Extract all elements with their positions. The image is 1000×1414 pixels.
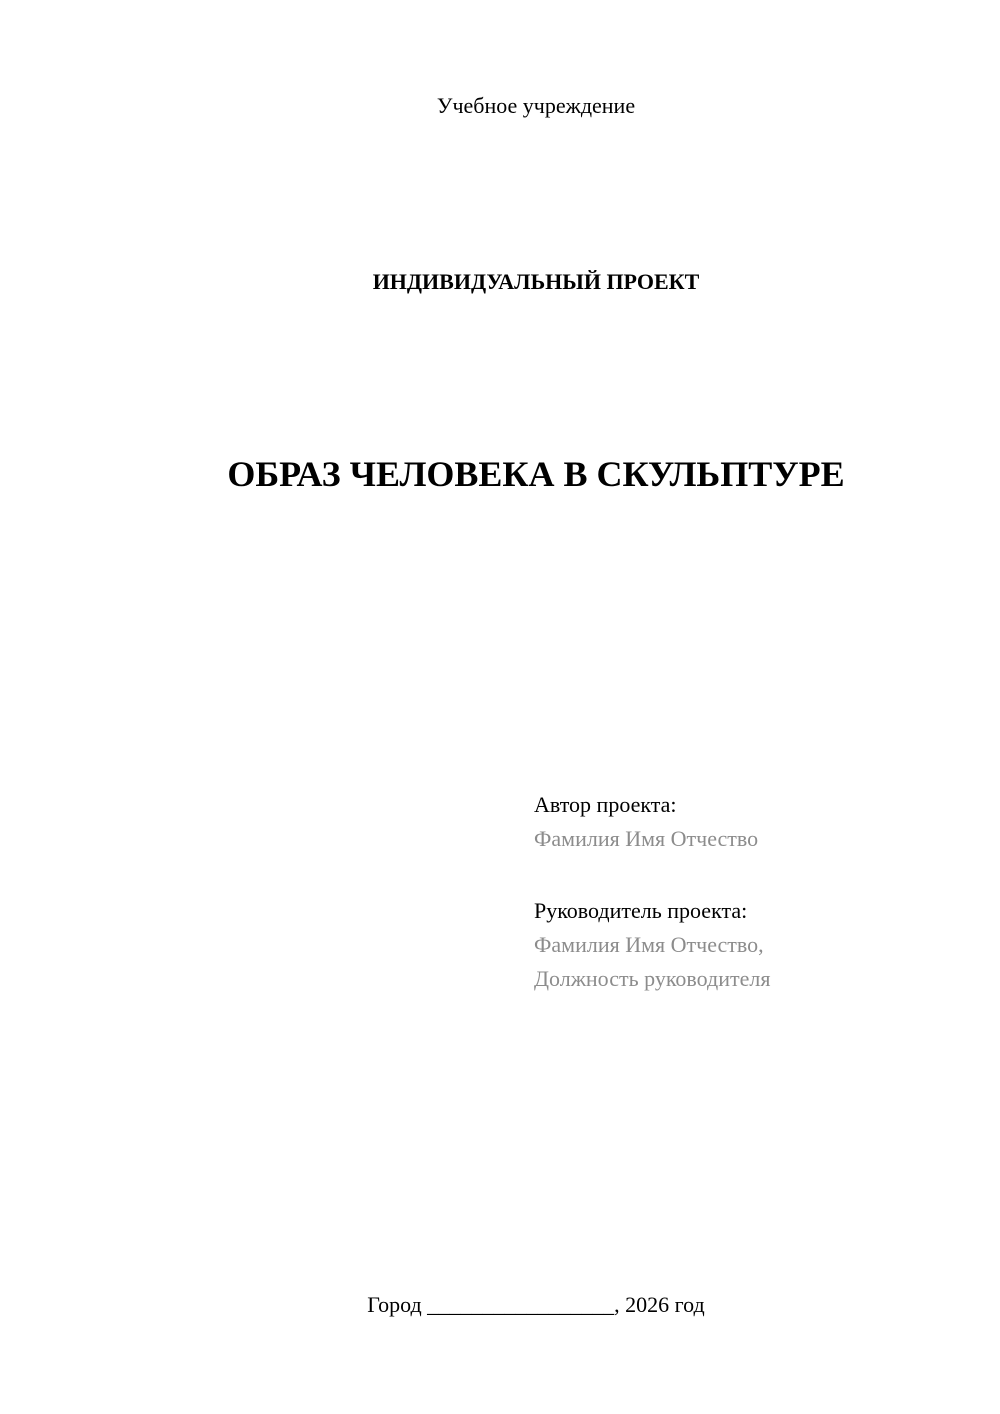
document-title: ОБРАЗ ЧЕЛОВЕКА В СКУЛЬПТУРЕ — [227, 454, 845, 494]
city-year-line: Город _________________, 2026 год — [367, 1292, 705, 1317]
document-type: ИНДИВИДУАЛЬНЫЙ ПРОЕКТ — [372, 269, 700, 294]
supervisor-label: Руководитель проекта: — [534, 898, 748, 923]
supervisor-position: Должность руководителя — [534, 966, 771, 991]
credits-block — [534, 788, 974, 996]
author-label: Автор проекта: — [534, 792, 677, 817]
supervisor-name: Фамилия Имя Отчество, — [534, 932, 764, 957]
author-name: Фамилия Имя Отчество — [534, 826, 759, 851]
institution-name: Учебное учреждение — [436, 93, 636, 118]
credits-spacer — [534, 856, 974, 894]
